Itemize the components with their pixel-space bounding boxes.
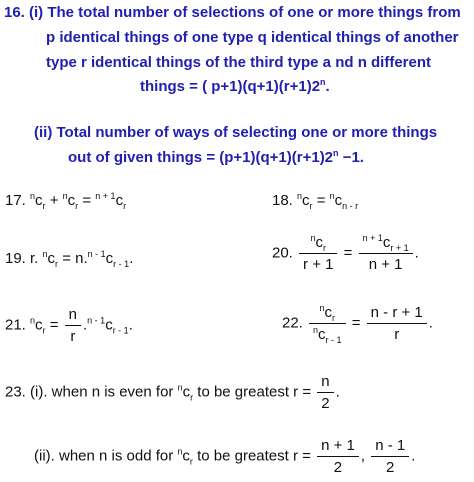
item-21 <box>5 306 133 345</box>
c: c <box>67 192 76 209</box>
sub: r <box>123 201 127 211</box>
numerator: n + 1 <box>317 437 359 457</box>
sub: r <box>55 259 59 269</box>
sup: n - 1 <box>87 315 106 326</box>
denominator: r <box>70 328 76 345</box>
comma: , <box>360 447 366 465</box>
numerator <box>309 304 346 324</box>
period: . <box>325 78 330 95</box>
item-number: 18. <box>272 192 293 209</box>
numerator: n <box>317 373 333 393</box>
dot: . <box>83 316 88 334</box>
fraction <box>65 306 81 345</box>
item-number: 17. <box>5 192 26 209</box>
item-16-line-4 <box>140 78 330 95</box>
denominator: 2 <box>321 395 330 412</box>
denominator: n + 1 <box>368 256 403 273</box>
item-16ii-line-1: (ii) Total number of ways of selecting one or more things <box>34 124 438 141</box>
denominator: 2 <box>333 459 343 476</box>
formula-text: out of given things = (p+1)(q+1)(r+1)2 <box>68 149 334 166</box>
fraction-right <box>359 234 413 273</box>
c: c <box>334 192 343 209</box>
sup: n <box>319 303 325 313</box>
item-18 <box>272 192 358 209</box>
equals: = n. <box>58 250 88 267</box>
sup: n <box>177 382 183 393</box>
statement-text: 23. (i). when n is even for <box>5 383 178 401</box>
item-16-line-3: type r identical things of the third type a nd n different <box>46 54 432 71</box>
equals: = <box>312 192 330 209</box>
item-number: 21. <box>5 316 26 334</box>
sub: r + 1 <box>390 243 409 253</box>
sup: n <box>30 315 36 326</box>
equals: = <box>343 244 353 262</box>
sub: r - 1 <box>113 259 130 269</box>
item-16-line-2: p identical things of one type q identical things of another <box>46 29 459 46</box>
item-number: 20. <box>272 244 293 262</box>
numerator <box>359 234 413 254</box>
c: c <box>115 192 124 209</box>
fraction-right <box>367 304 427 343</box>
c: c <box>105 250 114 267</box>
sub: r - 1 <box>112 325 129 336</box>
sup: n <box>329 191 335 201</box>
item-17 <box>5 192 126 209</box>
sub: r <box>42 325 46 336</box>
denominator: 2 <box>386 459 395 476</box>
sup: n <box>42 249 48 259</box>
numerator: n <box>65 306 81 326</box>
numerator <box>299 234 337 254</box>
c: c <box>35 316 43 334</box>
sup: n - 1 <box>87 249 106 259</box>
sub: r <box>309 201 313 211</box>
sup: n <box>30 191 36 201</box>
equals: = <box>351 314 361 332</box>
c: c <box>315 234 323 251</box>
c: c <box>318 326 326 343</box>
period: . <box>411 447 416 465</box>
statement-text: to be greatest r = <box>193 383 316 401</box>
denominator <box>309 324 346 343</box>
sub: r <box>75 201 79 211</box>
c: c <box>182 383 191 401</box>
denominator: r + 1 <box>303 256 334 273</box>
c: c <box>324 304 333 321</box>
exponent: n <box>333 148 339 158</box>
item-23-ii <box>34 437 415 476</box>
exponent: n <box>320 77 326 87</box>
sup: n <box>177 446 183 457</box>
sup: n <box>313 325 319 335</box>
period: . <box>428 314 433 332</box>
numerator: n - r + 1 <box>367 304 427 324</box>
sub: r <box>42 201 46 211</box>
item-23-i <box>5 373 340 412</box>
period: . <box>128 316 133 334</box>
sub: r <box>332 313 336 323</box>
item-number: 22. <box>282 314 303 332</box>
fraction-left <box>309 304 346 343</box>
equals: = <box>78 192 96 209</box>
sub: r <box>189 456 193 467</box>
item-20 <box>272 234 419 273</box>
sub: r <box>190 392 194 403</box>
c: c <box>35 192 43 209</box>
period: . <box>414 244 419 262</box>
period: . <box>129 250 134 267</box>
numerator: n - 1 <box>371 437 409 457</box>
fraction-1 <box>317 437 359 476</box>
item-number: 19. r. <box>5 250 39 267</box>
formula-text: things = ( p+1)(q+1)(r+1)2 <box>140 78 321 95</box>
formula-tail: −1. <box>338 149 364 166</box>
item-16ii-line-2 <box>68 149 364 166</box>
sub: n - r <box>342 201 359 211</box>
sub: r <box>323 243 326 253</box>
sub: r - 1 <box>325 335 342 345</box>
item-22 <box>282 304 433 343</box>
fraction-2 <box>371 437 409 476</box>
fraction-left <box>299 234 337 273</box>
plus: + <box>45 192 63 209</box>
equals: = <box>45 316 63 334</box>
c: c <box>382 234 391 251</box>
sup: n + 1 <box>95 191 116 201</box>
sup: n <box>310 233 316 243</box>
item-19 <box>5 250 133 267</box>
sup: n <box>297 191 303 201</box>
sup: n + 1 <box>362 233 383 243</box>
fraction <box>317 373 333 412</box>
sup: n <box>62 191 68 201</box>
denominator: r <box>394 326 400 343</box>
item-16-line-1: 16. (i) The total number of selections of one or more things from <box>4 4 461 21</box>
c: c <box>105 316 113 334</box>
statement-text: (ii). when n is odd for <box>34 447 178 465</box>
c: c <box>47 250 56 267</box>
c: c <box>182 447 190 465</box>
period: . <box>335 383 340 401</box>
c: c <box>302 192 310 209</box>
statement-text: to be greatest r = <box>192 447 316 465</box>
